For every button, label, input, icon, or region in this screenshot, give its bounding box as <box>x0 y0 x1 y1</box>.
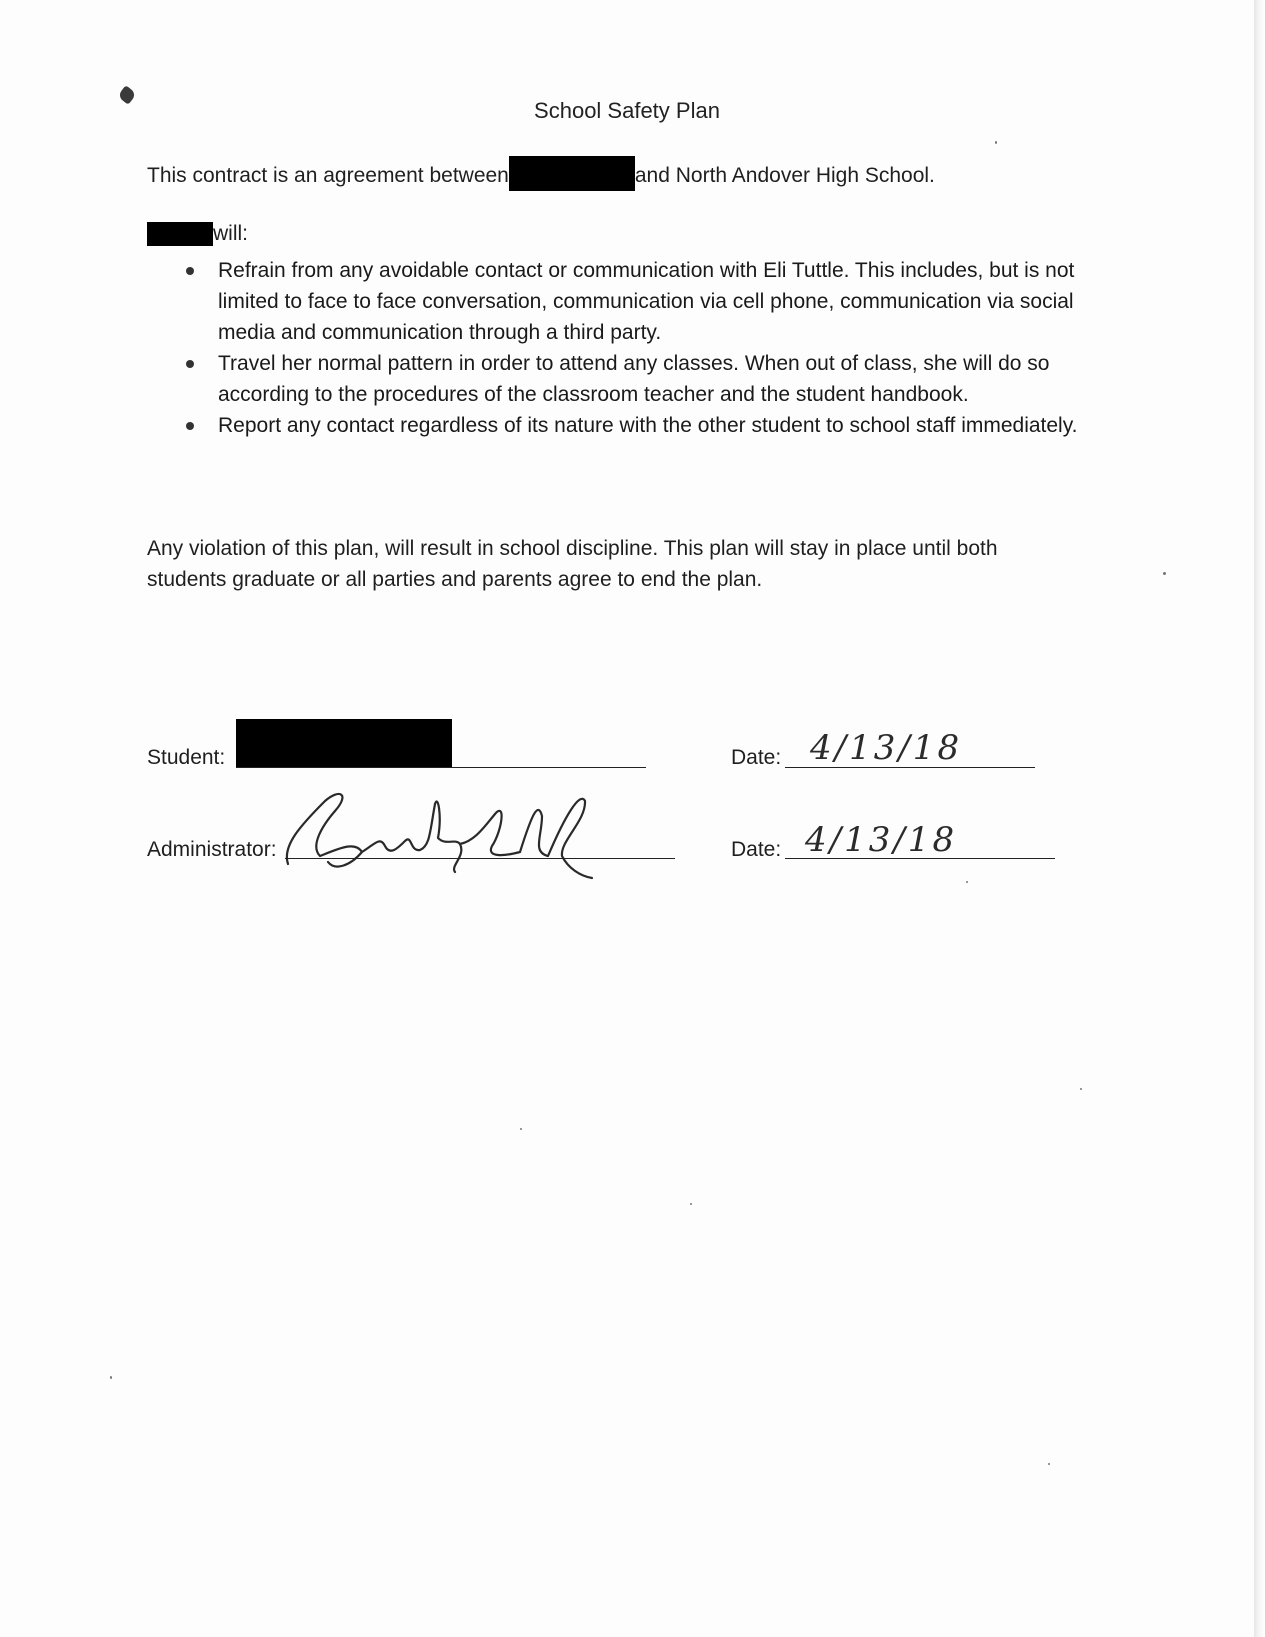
scan-speck <box>1163 572 1166 575</box>
obligations-list <box>218 255 1118 441</box>
closing-paragraph: Any violation of this plan, will result in school discipline. This plan will stay in place until both students graduate or all parties and parents agree to end the plan. <box>147 537 998 591</box>
bullet-icon <box>186 422 194 430</box>
bullet-icon <box>186 360 194 368</box>
administrator-label: Administrator: <box>147 838 277 861</box>
redaction-box <box>147 222 213 246</box>
list-item: Travel her normal pattern in order to attend any classes. When out of class, she will do so according to the procedures of the classroom teacher and the student handbook. <box>218 348 1118 410</box>
scan-speck <box>1048 1463 1050 1465</box>
student-label: Student: <box>147 746 226 769</box>
bullet-icon <box>186 267 194 275</box>
redaction-box <box>236 719 452 768</box>
will-label: will: <box>213 222 248 245</box>
redaction-box <box>509 156 635 191</box>
administrator-date-line <box>785 858 1055 859</box>
student-date-value: 4/13/18 <box>810 728 963 768</box>
list-item: Refrain from any avoidable contact or communication with Eli Tuttle. This includes, but is not limited to face to face conversation, communication via cell phone, communication via social media and communication through a third party. <box>218 255 1118 348</box>
scan-speck <box>1080 1088 1082 1090</box>
list-item: Report any contact regardless of its nature with the other student to school staff immediately. <box>218 410 1118 441</box>
student-date-line <box>785 767 1035 768</box>
scan-speck <box>520 1128 522 1130</box>
intro-line <box>147 162 935 191</box>
scan-speck <box>966 881 968 883</box>
administrator-date-value: 4/13/18 <box>805 820 958 860</box>
scan-speck <box>995 141 997 144</box>
page-edge <box>1254 0 1265 1637</box>
document-title: School Safety Plan <box>534 98 720 123</box>
administrator-signature-line <box>285 858 675 859</box>
student-signature-line <box>236 767 646 768</box>
administrator-signature <box>280 786 620 881</box>
scan-speck <box>690 1203 692 1205</box>
will-line <box>147 222 248 246</box>
scan-speck <box>110 1376 112 1379</box>
intro-text-start: This contract is an agreement between <box>147 164 509 188</box>
date-label: Date: <box>731 838 782 861</box>
intro-text-end: and North Andover High School. <box>634 164 935 188</box>
date-label: Date: <box>731 746 782 769</box>
